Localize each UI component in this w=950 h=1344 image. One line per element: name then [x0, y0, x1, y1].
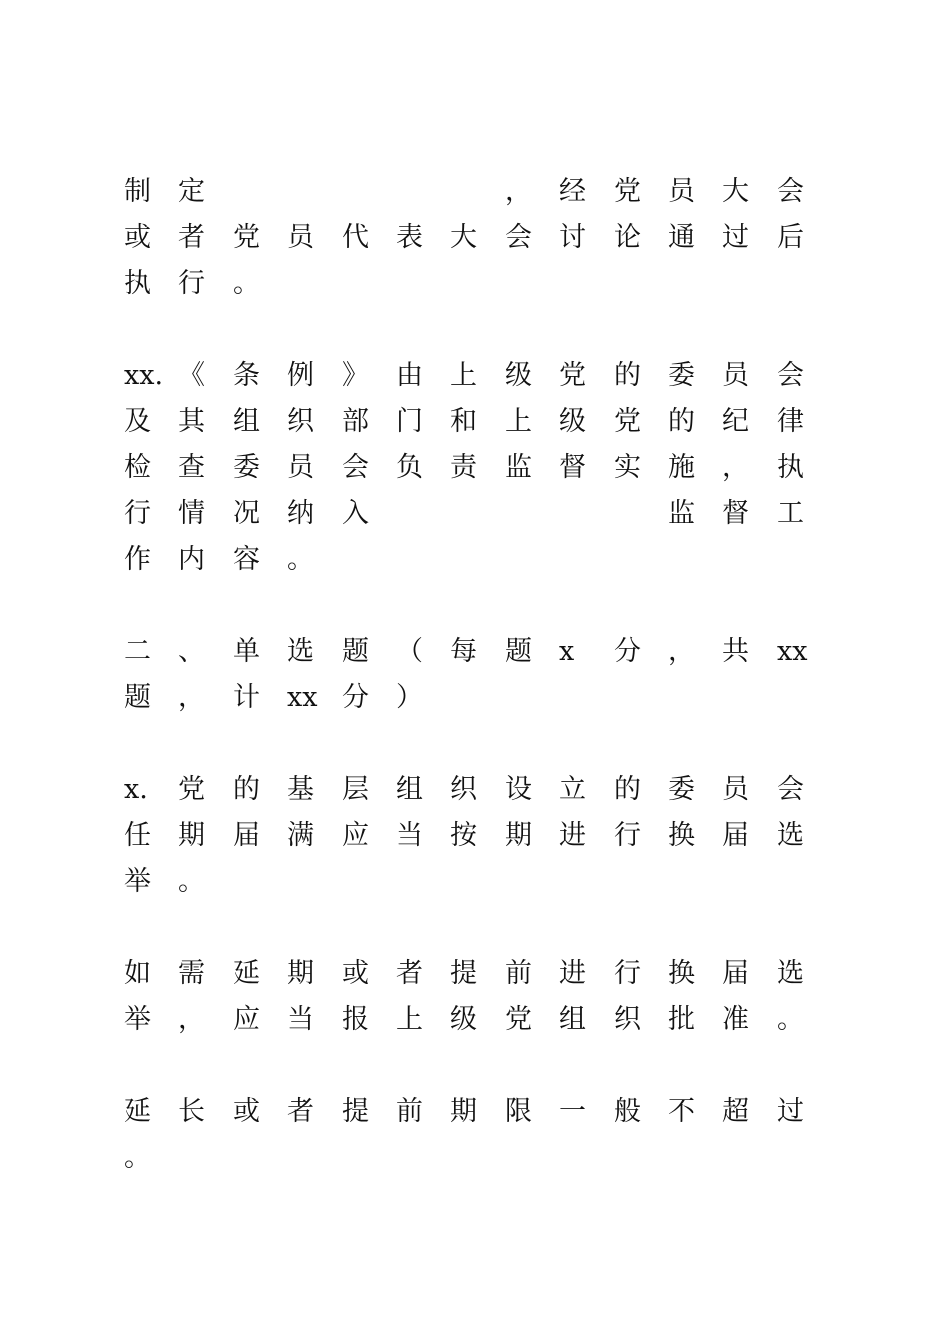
text-glyph: 组 — [396, 774, 423, 805]
text-glyph: 换 — [668, 820, 695, 851]
text-line — [124, 1092, 804, 1132]
text-glyph: 和 — [450, 406, 477, 437]
text-glyph: 会 — [777, 360, 804, 391]
text-glyph: ， — [505, 176, 532, 207]
text-glyph: 容 — [233, 544, 260, 575]
text-glyph: 委 — [668, 774, 695, 805]
text-glyph: 的 — [614, 774, 641, 805]
text-glyph: 况 — [233, 498, 260, 529]
text-glyph: 员 — [287, 222, 314, 253]
text-glyph: 员 — [287, 452, 314, 483]
text-glyph: 纪 — [722, 406, 749, 437]
text-glyph: 上 — [450, 360, 477, 391]
text-glyph: 员 — [722, 774, 749, 805]
text-glyph: 上 — [505, 406, 532, 437]
text-glyph: 层 — [342, 774, 369, 805]
text-glyph: 级 — [450, 1004, 477, 1035]
text-glyph: 单 — [233, 636, 260, 667]
text-glyph: 立 — [559, 774, 586, 805]
text-glyph: 表 — [396, 222, 423, 253]
text-glyph: 监 — [505, 452, 532, 483]
question-line — [124, 770, 804, 810]
text-glyph: 超 — [722, 1096, 749, 1127]
text-glyph: 提 — [450, 958, 477, 989]
text-glyph: 二 — [124, 636, 151, 667]
text-glyph: 制 — [124, 176, 151, 207]
text-glyph: 执 — [777, 452, 804, 483]
text-glyph: 组 — [559, 1004, 586, 1035]
text-glyph: 过 — [722, 222, 749, 253]
text-line — [124, 540, 804, 580]
text-glyph: 部 — [342, 406, 369, 437]
text-glyph: 的 — [668, 406, 695, 437]
text-glyph: 组 — [233, 406, 260, 437]
text-glyph: 论 — [614, 222, 641, 253]
text-glyph: ， — [178, 682, 205, 713]
text-glyph: 届 — [722, 820, 749, 851]
text-glyph: 过 — [777, 1096, 804, 1127]
text-glyph: ， — [668, 636, 695, 667]
text-glyph: 换 — [668, 958, 695, 989]
text-glyph: 行 — [178, 268, 205, 299]
text-glyph: 《 — [178, 360, 205, 391]
text-glyph: 。 — [287, 544, 314, 575]
text-glyph: 纳 — [287, 498, 314, 529]
text-glyph: 经 — [559, 176, 586, 207]
text-glyph: 查 — [178, 452, 205, 483]
text-glyph: 。 — [124, 1142, 151, 1173]
text-glyph: 党 — [614, 406, 641, 437]
text-glyph: 计 — [233, 682, 260, 713]
text-glyph: ， — [178, 1004, 205, 1035]
text-glyph: 入 — [342, 498, 369, 529]
text-glyph: 织 — [450, 774, 477, 805]
text-glyph: 者 — [287, 1096, 314, 1127]
text-glyph: 准 — [722, 1004, 749, 1035]
text-glyph: 期 — [287, 958, 314, 989]
text-glyph: ， — [722, 452, 749, 483]
text-glyph: 党 — [505, 1004, 532, 1035]
text-glyph: 行 — [614, 958, 641, 989]
text-glyph: 基 — [287, 774, 314, 805]
text-glyph: 前 — [396, 1096, 423, 1127]
text-glyph: 员 — [722, 360, 749, 391]
text-glyph: 、 — [178, 636, 205, 667]
text-glyph: 或 — [233, 1096, 260, 1127]
text-glyph: 设 — [505, 774, 532, 805]
text-glyph: 情 — [178, 498, 205, 529]
text-glyph: 者 — [396, 958, 423, 989]
text-glyph: xx — [287, 682, 318, 713]
text-glyph: 会 — [505, 222, 532, 253]
text-glyph: 进 — [559, 958, 586, 989]
text-line — [124, 402, 804, 442]
text-glyph: 行 — [614, 820, 641, 851]
text-glyph: （ — [396, 636, 423, 667]
text-glyph: 监 — [668, 498, 695, 529]
text-glyph: 或 — [124, 222, 151, 253]
text-line — [124, 356, 804, 396]
text-glyph: 。 — [178, 866, 205, 897]
text-glyph: 长 — [178, 1096, 205, 1127]
text-glyph: 举 — [124, 1004, 151, 1035]
text-glyph: 会 — [777, 774, 804, 805]
text-glyph: xx. — [124, 360, 164, 391]
text-glyph: 其 — [178, 406, 205, 437]
text-line — [124, 218, 804, 258]
text-glyph: 届 — [722, 958, 749, 989]
text-glyph: 级 — [505, 360, 532, 391]
text-glyph: 员 — [668, 176, 695, 207]
text-glyph: 期 — [505, 820, 532, 851]
text-glyph: 满 — [287, 820, 314, 851]
text-glyph: 或 — [342, 958, 369, 989]
question-line — [124, 862, 804, 902]
text-glyph: 批 — [668, 1004, 695, 1035]
text-glyph: 如 — [124, 958, 151, 989]
text-glyph: 检 — [124, 452, 151, 483]
text-line — [124, 172, 804, 212]
text-glyph: 党 — [233, 222, 260, 253]
text-glyph: 行 — [124, 498, 151, 529]
text-glyph: 施 — [668, 452, 695, 483]
text-glyph: xx — [777, 636, 808, 667]
text-glyph: 内 — [178, 544, 205, 575]
text-glyph: 选 — [777, 958, 804, 989]
text-glyph: 执 — [124, 268, 151, 299]
text-glyph: 织 — [287, 406, 314, 437]
text-glyph: 期 — [178, 820, 205, 851]
text-glyph: 会 — [342, 452, 369, 483]
text-glyph: 需 — [178, 958, 205, 989]
text-line — [124, 494, 804, 534]
text-glyph: 一 — [559, 1096, 586, 1127]
text-glyph: 级 — [559, 406, 586, 437]
text-glyph: 题 — [124, 682, 151, 713]
text-glyph: 的 — [614, 360, 641, 391]
text-glyph: 后 — [777, 222, 804, 253]
text-glyph: 工 — [777, 498, 804, 529]
text-line — [124, 448, 804, 488]
text-glyph: 分 — [342, 682, 369, 713]
text-glyph: 每 — [450, 636, 477, 667]
text-glyph: 定 — [178, 176, 205, 207]
text-glyph: 党 — [178, 774, 205, 805]
text-glyph: 通 — [668, 222, 695, 253]
text-glyph: 由 — [396, 360, 423, 391]
text-glyph: 不 — [668, 1096, 695, 1127]
text-line — [124, 1000, 804, 1040]
text-glyph: x. — [124, 774, 148, 805]
text-glyph: 前 — [505, 958, 532, 989]
section-heading-line — [124, 632, 808, 672]
text-glyph: 例 — [287, 360, 314, 391]
text-glyph: 当 — [287, 1004, 314, 1035]
text-line — [124, 1138, 804, 1178]
text-glyph: 督 — [559, 452, 586, 483]
text-glyph: 届 — [233, 820, 260, 851]
text-glyph: 题 — [342, 636, 369, 667]
text-glyph: 责 — [450, 452, 477, 483]
text-glyph: 党 — [614, 176, 641, 207]
text-glyph: 上 — [396, 1004, 423, 1035]
text-glyph: 会 — [777, 176, 804, 207]
text-glyph: 应 — [233, 1004, 260, 1035]
text-glyph: 共 — [722, 636, 749, 667]
text-glyph: 作 — [124, 544, 151, 575]
text-glyph: 应 — [342, 820, 369, 851]
text-glyph: 延 — [124, 1096, 151, 1127]
text-glyph: 大 — [722, 176, 749, 207]
text-glyph: 。 — [233, 268, 260, 299]
text-glyph: 讨 — [559, 222, 586, 253]
text-glyph: 律 — [777, 406, 804, 437]
text-glyph: 期 — [450, 1096, 477, 1127]
text-glyph: 大 — [450, 222, 477, 253]
text-glyph: 者 — [178, 222, 205, 253]
text-glyph: 题 — [505, 636, 532, 667]
text-glyph: 》 — [342, 360, 369, 391]
text-glyph: 门 — [396, 406, 423, 437]
text-glyph: 。 — [777, 1004, 804, 1035]
text-glyph: 委 — [233, 452, 260, 483]
text-glyph: 代 — [342, 222, 369, 253]
text-glyph: 实 — [614, 452, 641, 483]
text-glyph: 党 — [559, 360, 586, 391]
question-line — [124, 816, 804, 856]
text-glyph: 选 — [287, 636, 314, 667]
text-glyph: 负 — [396, 452, 423, 483]
text-glyph: 分 — [614, 636, 641, 667]
text-glyph: 举 — [124, 866, 151, 897]
text-glyph: 织 — [614, 1004, 641, 1035]
section-heading-line — [124, 678, 804, 718]
text-glyph: x — [559, 636, 575, 667]
text-glyph: 选 — [777, 820, 804, 851]
text-line — [124, 954, 804, 994]
text-glyph: 进 — [559, 820, 586, 851]
text-glyph: 提 — [342, 1096, 369, 1127]
text-line — [124, 264, 804, 304]
text-glyph: 般 — [614, 1096, 641, 1127]
text-glyph: 委 — [668, 360, 695, 391]
text-glyph: 报 — [342, 1004, 369, 1035]
text-glyph: 按 — [450, 820, 477, 851]
text-glyph: 及 — [124, 406, 151, 437]
text-glyph: 延 — [233, 958, 260, 989]
text-glyph: 任 — [124, 820, 151, 851]
text-glyph: 的 — [233, 774, 260, 805]
text-glyph: 督 — [722, 498, 749, 529]
text-glyph: 条 — [233, 360, 260, 391]
text-glyph: ） — [396, 682, 423, 713]
text-glyph: 限 — [505, 1096, 532, 1127]
text-glyph: 当 — [396, 820, 423, 851]
